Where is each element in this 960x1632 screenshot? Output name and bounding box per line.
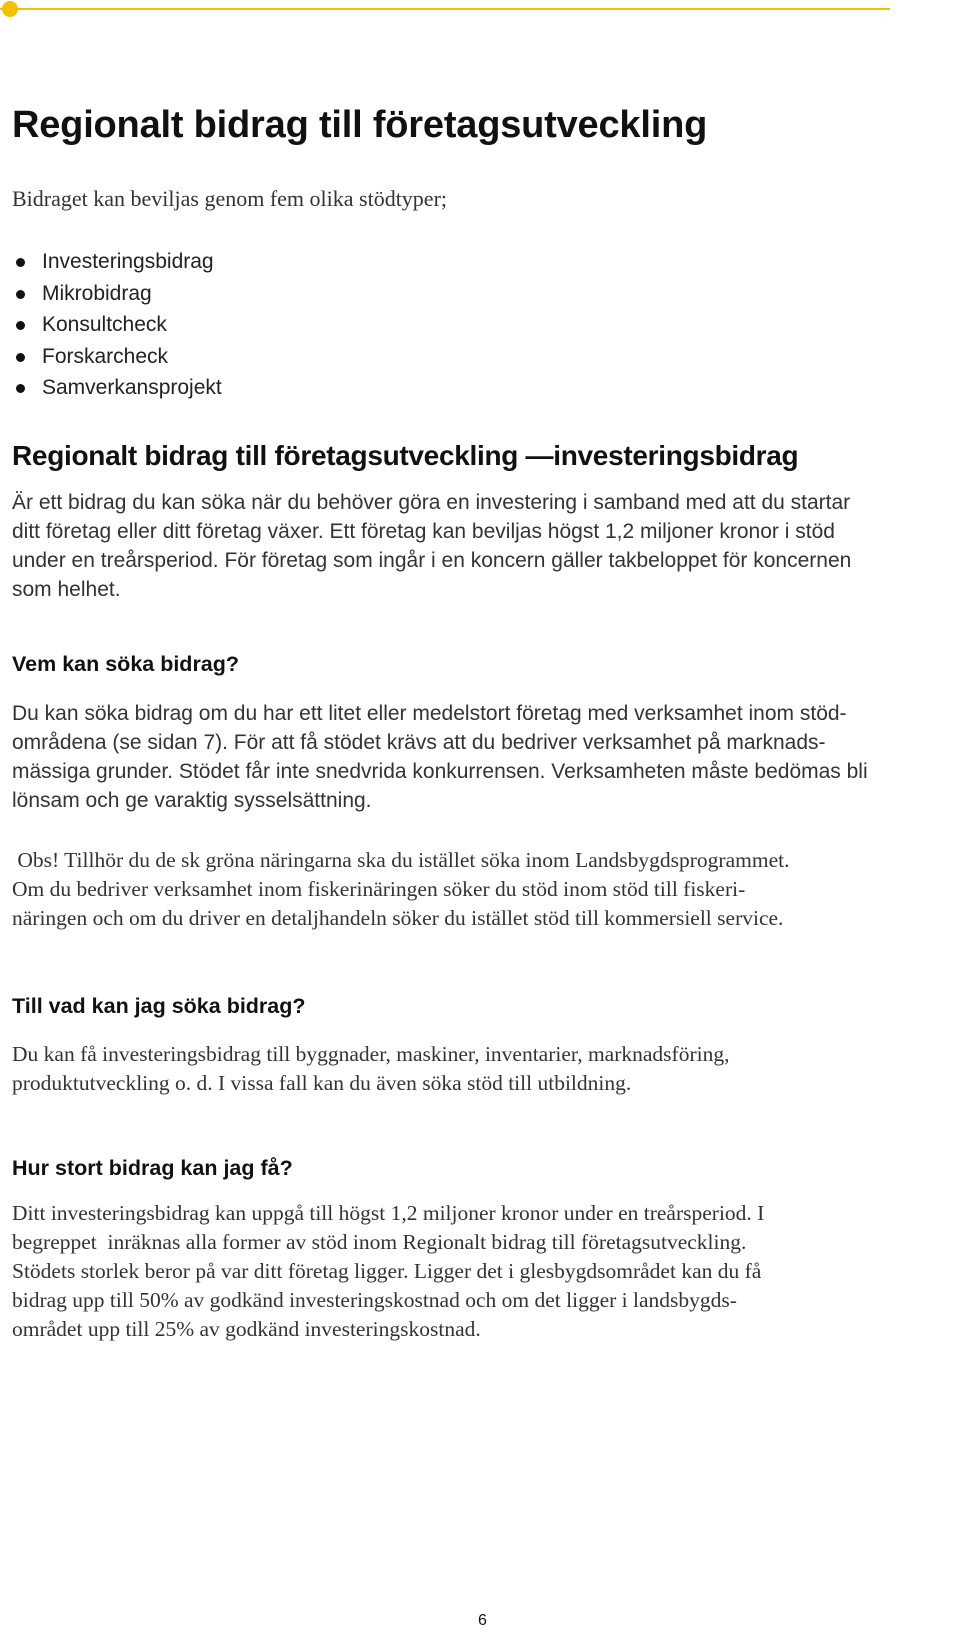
who-paragraph (12, 699, 952, 815)
paragraph-line: näringen och om du driver en detaljhandeln söker du istället stöd till kommersiell service. (12, 906, 784, 930)
list-item-label: Forskarcheck (42, 344, 169, 368)
list-item-label: Mikrobidrag (42, 281, 152, 305)
list-item (12, 278, 222, 310)
paragraph-line: bidrag upp till 50% av godkänd investeringskostnad och om det ligger i landsbygds- (12, 1288, 737, 1312)
paragraph-line: området upp till 25% av godkänd investeringskostnad. (12, 1317, 481, 1341)
paragraph-line: Ditt investeringsbidrag kan uppgå till högst 1,2 miljoner kronor under en treårsperiod. I (12, 1201, 765, 1225)
list-item (12, 309, 222, 341)
paragraph-line: Obs! Tillhör du de sk gröna näringarna ska du istället söka inom Landsbygdsprogrammet. (12, 848, 790, 872)
list-item-label: Konsultcheck (42, 313, 167, 336)
list-item (12, 372, 222, 404)
bullet-icon (16, 290, 25, 299)
bullet-icon (16, 353, 25, 362)
paragraph-line: under en treårsperiod. För företag som ingår i en koncern gäller takbeloppet för koncernen (12, 549, 852, 572)
bullet-icon (16, 384, 25, 393)
page-title: Regionalt bidrag till företagsutveckling (12, 104, 708, 146)
amount-paragraph (12, 1199, 952, 1344)
obs-paragraph (12, 846, 952, 933)
description-paragraph (12, 488, 952, 604)
paragraph-line: mässiga grunder. Stödet får inte snedvrida konkurrensen. Verksamheten måste bedömas bli (12, 760, 868, 783)
paragraph-line: Om du bedriver verksamhet inom fiskerinäringen söker du stöd inom stöd till fiskeri- (12, 877, 746, 901)
paragraph-line: lönsam och ge varaktig sysselsättning. (12, 789, 372, 812)
list-item-label: Investeringsbidrag (42, 250, 214, 273)
paragraph-line: Stödets storlek beror på var ditt företag ligger. Ligger det i glesbygdsområdet kan du få (12, 1259, 762, 1283)
paragraph-line: Är ett bidrag du kan söka när du behöver göra en investering i samband med att du startar (12, 491, 851, 514)
paragraph-line: begreppet inräknas alla former av stöd inom Regionalt bidrag till företagsutveckling. (12, 1230, 747, 1254)
what-heading: Till vad kan jag söka bidrag? (12, 994, 306, 1018)
list-item (12, 246, 222, 278)
header-rule (0, 8, 890, 10)
paragraph-line: som helhet. (12, 578, 121, 601)
paragraph-line: Du kan få investeringsbidrag till byggnader, maskiner, inventarier, marknadsföring, (12, 1042, 730, 1066)
paragraph-line: Du kan söka bidrag om du har ett litet eller medelstort företag med verksamhet inom stöd- (12, 702, 847, 725)
list-item-label: Samverkansprojekt (42, 376, 222, 399)
who-heading: Vem kan söka bidrag? (12, 652, 240, 676)
bullet-icon (16, 321, 25, 330)
paragraph-line: ditt företag eller ditt företag växer. Ett företag kan beviljas högst 1,2 miljoner kronor i stöd (12, 520, 835, 543)
bullet-icon (16, 258, 25, 267)
page-number: 6 (478, 1612, 487, 1629)
amount-heading: Hur stort bidrag kan jag få? (12, 1156, 293, 1180)
support-type-list (12, 246, 222, 404)
list-item (12, 341, 222, 373)
what-paragraph (12, 1040, 952, 1098)
section-heading: Regionalt bidrag till företagsutveckling —investeringsbidrag (12, 440, 799, 471)
intro-text: Bidraget kan beviljas genom fem olika stödtyper; (12, 186, 448, 211)
header-dot-icon (2, 1, 18, 17)
paragraph-line: områdena (se sidan 7). För att få stödet krävs att du bedriver verksamhet på marknads- (12, 731, 826, 754)
paragraph-line: produktutveckling o. d. I vissa fall kan du även söka stöd till utbildning. (12, 1071, 632, 1095)
